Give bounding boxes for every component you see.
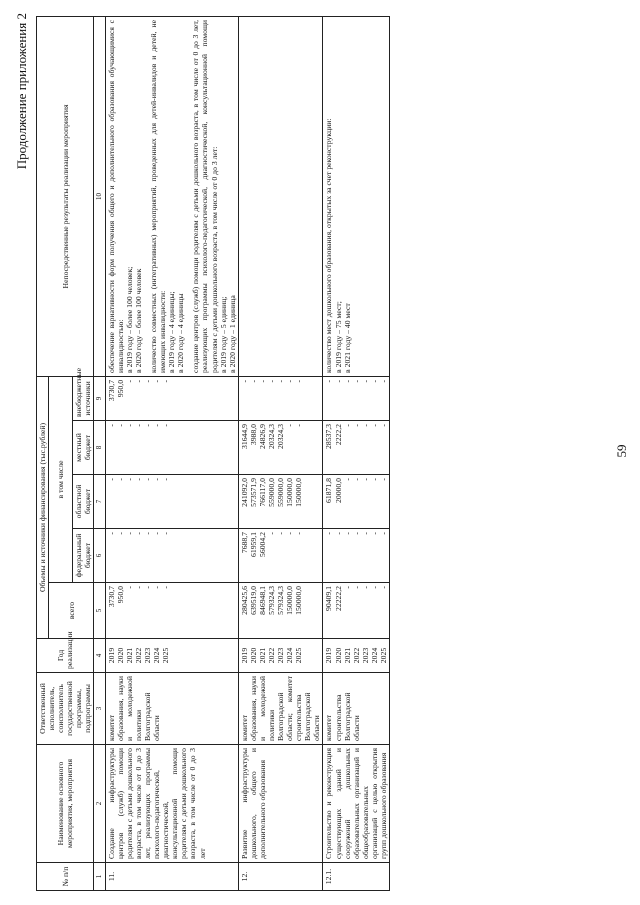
value-line: - <box>143 379 153 383</box>
value-line: - <box>106 424 116 427</box>
value-line: - <box>360 478 370 481</box>
index-cell: 1 <box>94 863 105 891</box>
value-line: 31644,9 <box>239 424 249 449</box>
value-line: - <box>106 532 116 535</box>
page-number: 59 <box>614 444 629 458</box>
value-line: 61871,8 <box>324 478 334 503</box>
offbudget-values <box>323 376 390 420</box>
value-line: 2021 <box>342 647 352 664</box>
value-line: 56004,2 <box>257 532 267 557</box>
result-line: создание центров (служб) помощи родителям с детьми дошкольного возраста, в том числе от 0 до 3 лет, реализующих программы психолого-педагогической, диагностической, консультационной помощи родителям с детьми дошкольного возраста, в том числе от 0 до 3 лет: <box>191 19 219 373</box>
value-line: - <box>133 532 143 535</box>
value-line: 2023 <box>360 647 370 664</box>
value-line: - <box>161 379 171 383</box>
value-line: 2025 <box>161 647 171 664</box>
value-line: 61959,1 <box>248 532 258 557</box>
value-line: - <box>351 379 361 383</box>
value-line: 24826,9 <box>257 424 267 449</box>
value-line: - <box>294 379 304 383</box>
header-offbudget: внебюджетные источники <box>73 376 94 420</box>
value-line: - <box>351 532 361 535</box>
header-year: Год реализации <box>37 639 94 673</box>
results-text <box>238 16 323 376</box>
value-line: - <box>124 424 134 427</box>
offbudget-values <box>105 376 238 420</box>
header-local: местный бюджет <box>73 421 94 475</box>
index-cell: 7 <box>94 475 105 529</box>
index-cell: 10 <box>94 16 105 376</box>
offbudget-values <box>238 376 323 420</box>
value-line: - <box>378 478 388 481</box>
value-line: - <box>161 532 171 535</box>
result-line: в 2019 году – более 100 человек; <box>124 266 134 373</box>
years-list <box>323 639 390 673</box>
responsible-executor: комитет строительства Волгоградской области <box>323 673 390 745</box>
value-line: - <box>239 379 249 383</box>
value-line: - <box>143 586 153 589</box>
local-values <box>105 421 238 475</box>
column-index-row <box>94 16 105 890</box>
value-line: 2023 <box>143 647 153 664</box>
value-line: - <box>133 424 143 427</box>
continuation-title: Продолжение приложения 2 <box>14 13 29 170</box>
value-line: 2019 <box>106 647 116 664</box>
value-line: 2023 <box>276 647 286 664</box>
value-line: 846948,1 <box>257 586 267 615</box>
value-line: 3988,0 <box>248 424 258 446</box>
result-line: в 2019 году – 4 единицы; <box>167 291 177 373</box>
value-line: 559000,0 <box>276 478 286 507</box>
result-line: в 2020 году – 4 единицы <box>176 293 186 373</box>
value-line: 2022 <box>266 647 276 664</box>
header-responsible: Ответственный исполнитель, соисполнитель государственной программы, подпрограммы <box>37 673 94 745</box>
value-line: 7688,7 <box>239 532 249 554</box>
value-line: - <box>266 379 276 383</box>
table-row <box>105 16 238 890</box>
activity-name: Развитие инфраструктуры дошкольного, общего и дополнительного образования <box>238 745 323 863</box>
value-line: 2025 <box>294 647 304 664</box>
value-line: 241092,0 <box>239 478 249 507</box>
value-line: 950,0 <box>115 586 125 604</box>
value-line: - <box>378 424 388 427</box>
federal-values <box>323 529 390 583</box>
value-line: 2024 <box>285 647 295 664</box>
value-line: - <box>152 379 162 383</box>
value-line: - <box>324 379 334 383</box>
header-row-1 <box>37 16 49 890</box>
value-line: 150000,0 <box>285 478 295 507</box>
value-line: - <box>369 532 379 535</box>
regional-values <box>105 475 238 529</box>
value-line: 150000,0 <box>294 586 304 615</box>
activity-name: Создание инфраструктуры центров (служб) помощи родителям с детьми дошкольного возраста, в том числе от 0 до 3 лет, реализующих программы психолого-педагогической, диагностической, консультационной помощи родителям с детьми дошкольного возраста, в том числе от 0 до 3 лет <box>105 745 238 863</box>
regional-values <box>238 475 323 529</box>
value-line: - <box>351 478 361 481</box>
value-line: - <box>115 478 125 481</box>
value-line: - <box>161 478 171 481</box>
value-line: 2022 <box>351 647 361 664</box>
value-line: 2019 <box>239 647 249 664</box>
value-line: - <box>276 532 286 535</box>
value-line: - <box>369 586 379 589</box>
header-number: № п/п <box>37 863 94 891</box>
value-line: - <box>143 424 153 427</box>
value-line: - <box>333 532 343 535</box>
value-line: 2021 <box>124 647 134 664</box>
value-line: - <box>152 478 162 481</box>
value-line: - <box>133 478 143 481</box>
header-funding-group: Объемы и источники финансирования (тыс.рублей) <box>37 376 49 638</box>
value-line: 90409,1 <box>324 586 334 611</box>
value-line: - <box>124 586 134 589</box>
value-line: 2021 <box>257 647 267 664</box>
table-row <box>323 16 390 890</box>
result-line: в 2019 году – 75 мест; <box>333 301 343 373</box>
value-line: - <box>360 379 370 383</box>
value-line: 639519,0 <box>248 586 258 615</box>
value-line: - <box>351 586 361 589</box>
value-line: - <box>161 586 171 589</box>
header-regional: областной бюджет <box>73 475 94 529</box>
value-line: 28537,3 <box>324 424 334 449</box>
value-line: - <box>360 424 370 427</box>
value-line: - <box>115 532 125 535</box>
value-line: 2022 <box>133 647 143 664</box>
value-line: - <box>143 478 153 481</box>
total-values <box>323 583 390 639</box>
value-line: - <box>294 532 304 535</box>
federal-values <box>105 529 238 583</box>
row-number: 12.1. <box>323 863 390 891</box>
value-line: - <box>257 379 267 383</box>
value-line: - <box>106 478 116 481</box>
responsible-executor: комитет образования, науки и молодежной политики Волгоградской области; комитет строительства Волгоградской области <box>238 673 323 745</box>
value-line: 950,0 <box>115 379 125 398</box>
results-text <box>105 16 238 376</box>
header-federal: федеральный бюджет <box>73 529 94 583</box>
federal-values <box>238 529 323 583</box>
index-cell: 5 <box>94 583 105 639</box>
value-line: - <box>124 478 134 481</box>
table-row <box>238 16 323 890</box>
index-cell: 3 <box>94 673 105 745</box>
value-line: 22222,2 <box>333 586 343 611</box>
value-line: 2019 <box>324 647 334 664</box>
value-line: 280425,6 <box>239 586 249 615</box>
value-line: 3730,7 <box>106 586 116 608</box>
value-line: 2222,2 <box>333 424 343 446</box>
index-cell: 6 <box>94 529 105 583</box>
value-line: 20324,3 <box>276 424 286 449</box>
value-line: - <box>378 586 388 589</box>
value-line: - <box>266 532 276 535</box>
value-line: - <box>152 532 162 535</box>
value-line: - <box>324 532 334 535</box>
program-table <box>36 16 390 891</box>
value-line: 2024 <box>369 647 379 664</box>
value-line: 2020 <box>115 647 125 664</box>
row-number: 12. <box>238 863 323 891</box>
result-line: в 2020 году – 1 единица <box>227 295 237 373</box>
value-line: - <box>369 379 379 383</box>
index-cell: 4 <box>94 639 105 673</box>
value-line: 559000,0 <box>266 478 276 507</box>
value-line: 766117,0 <box>257 478 267 507</box>
value-line: 2025 <box>378 647 388 664</box>
header-total: всего <box>49 583 94 639</box>
index-cell: 8 <box>94 421 105 475</box>
header-results: Непосредственные результаты реализации мероприятия <box>37 16 94 376</box>
value-line: - <box>342 379 352 383</box>
total-values <box>105 583 238 639</box>
header-activity-name: Наименование основного мероприятия, мероприятия <box>37 745 94 863</box>
value-line: - <box>161 424 171 427</box>
value-line: 2020 <box>248 647 258 664</box>
value-line: - <box>294 424 304 427</box>
value-line: - <box>285 424 295 427</box>
value-line: - <box>152 424 162 427</box>
value-line: - <box>378 532 388 535</box>
results-text <box>323 16 390 376</box>
local-values <box>323 421 390 475</box>
years-list <box>238 639 323 673</box>
value-line: 20324,3 <box>266 424 276 449</box>
value-line: - <box>342 586 352 589</box>
table-body <box>105 16 389 890</box>
index-cell: 2 <box>94 745 105 863</box>
index-cell: 9 <box>94 376 105 420</box>
header-in-that: в том числе <box>49 376 73 582</box>
value-line: 579324,3 <box>266 586 276 615</box>
row-number: 11. <box>105 863 238 891</box>
value-line: - <box>285 532 295 535</box>
value-line: - <box>369 478 379 481</box>
value-line: - <box>378 379 388 383</box>
value-line: - <box>369 424 379 427</box>
value-line: - <box>152 586 162 589</box>
value-line: 20000,0 <box>333 478 343 503</box>
result-line: обеспечение вариативности форм получения общего и дополнительного образования обучающимися с инвалидностью: <box>106 19 125 373</box>
value-line: - <box>285 379 295 383</box>
value-line: - <box>342 532 352 535</box>
result-line: количество мест дошкольного образования, открытых за счет реконструкции: <box>324 118 334 373</box>
result-line: в 2020 году – более 100 человек <box>133 268 143 373</box>
result-line: в 2021 году – 40 мест <box>342 303 352 373</box>
value-line: 150000,0 <box>294 478 304 507</box>
value-line: - <box>342 424 352 427</box>
result-line: в 2019 году – 5 единиц; <box>218 296 228 373</box>
value-line: 2024 <box>152 647 162 664</box>
value-line: - <box>360 532 370 535</box>
value-line: 2020 <box>333 647 343 664</box>
value-line: - <box>115 424 125 427</box>
value-line: 3730,7 <box>106 379 116 402</box>
total-values <box>238 583 323 639</box>
value-line: - <box>248 379 258 383</box>
value-line: - <box>360 586 370 589</box>
responsible-executor: комитет образования, науки и молодежной политики Волгоградской области <box>105 673 238 745</box>
years-list <box>105 639 238 673</box>
value-line: 150000,0 <box>285 586 295 615</box>
value-line: 573571,9 <box>248 478 258 507</box>
value-line: - <box>351 424 361 427</box>
value-line: - <box>342 478 352 481</box>
result-line: количество совместных (интегративных) мероприятий, проведенных для детей-инвалидов и детей, не имеющих инвалидности: <box>149 19 168 373</box>
value-line: - <box>124 532 134 535</box>
value-line: - <box>133 586 143 589</box>
regional-values <box>323 475 390 529</box>
value-line: 579324,3 <box>276 586 286 615</box>
value-line: - <box>143 532 153 535</box>
activity-name: Строительство и реконструкция существующих зданий и сооружений дошкольных образовательных организаций и общеобразовательных организаций с целью открытия групп дошкольного образования <box>323 745 390 863</box>
value-line: - <box>276 379 286 383</box>
local-values <box>238 421 323 475</box>
value-line: - <box>333 379 343 383</box>
value-line: - <box>133 379 143 383</box>
value-line: - <box>124 379 134 383</box>
